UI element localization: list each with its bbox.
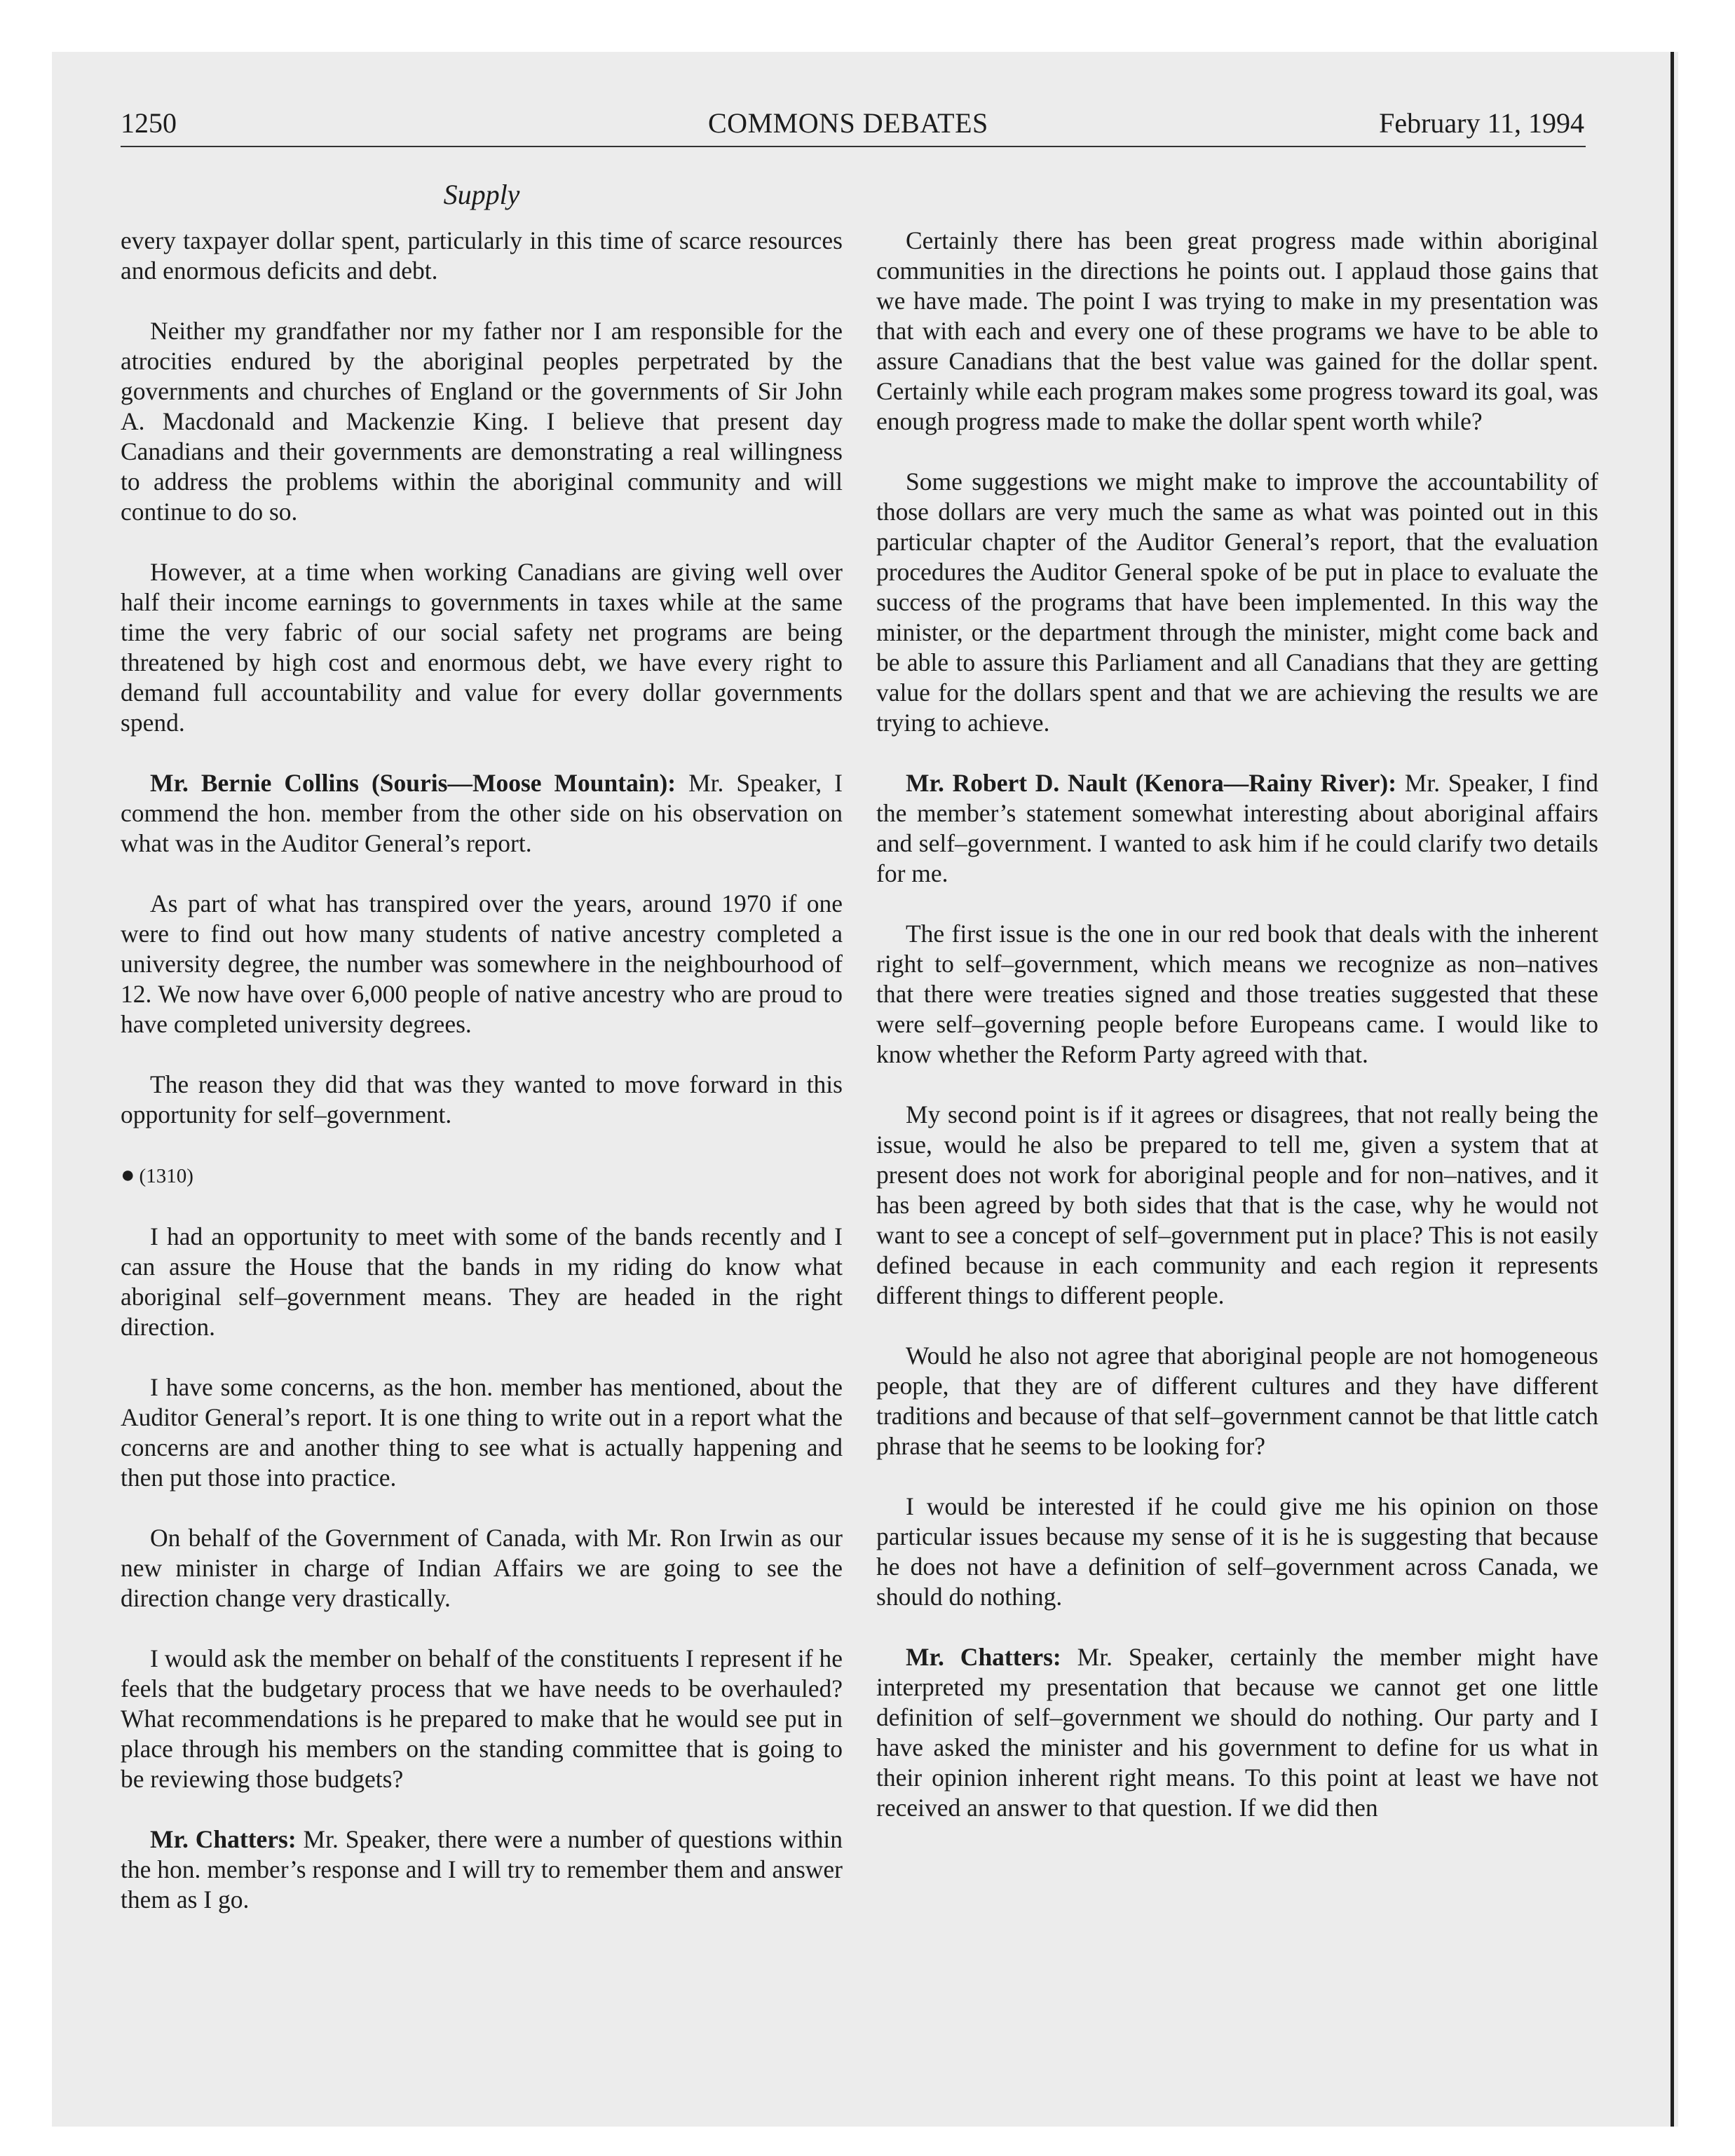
publication-title: COMMONS DEBATES <box>708 107 988 139</box>
left-column <box>121 226 843 1945</box>
header-rule <box>121 146 1586 147</box>
paragraph: The reason they did that was they wanted to move forward in this opportunity for self–government. <box>121 1070 843 1128</box>
page-number: 1250 <box>121 107 177 139</box>
page-edge-rule <box>1671 52 1674 2127</box>
speaker-name: Mr. Chatters: <box>150 1825 297 1853</box>
bullet-icon: ● <box>121 1162 135 1188</box>
paragraph: Certainly there has been great progress made within aboriginal communities in the directions he points out. I applaud those gains that we have made. The point I was trying to make in my presentation was that with each and every one of these programs we have to be able to assure Canadians that the best value was gained for the dollar spent. Certainly while each program makes some progress toward its goal, was enough progress made to make the dollar spent worth while? <box>876 226 1598 435</box>
speech-text: Mr. Speaker, certainly the member might have interpreted my presentation that because we cannot get one little definition of self–government we should do nothing. Our party and I have asked the minister and his government to define for us what in their opinion inherent right means. To this point at least we have not received an answer to that question. If we did then <box>876 1643 1598 1822</box>
speech-text: Mr. Speaker, I find the member’s statement somewhat interesting about aboriginal affairs and self–government. I wanted to ask him if he could clarify two details for me. <box>876 769 1598 887</box>
paragraph: As part of what has transpired over the years, around 1970 if one were to find out how many students of native ancestry completed a university degree, the number was somewhere in the neighbourhood of 12. We now have over 6,000 people of native ancestry who are proud to have completed university degrees. <box>121 889 843 1038</box>
paragraph: I have some concerns, as the hon. member has mentioned, about the Auditor General’s report. It is one thing to write out in a report what the concerns are and another thing to see what is actually happening and then put those into practice. <box>121 1373 843 1492</box>
speech-paragraph <box>876 768 1598 889</box>
paragraph: I would be interested if he could give me his opinion on those particular issues because my sense of it is he is suggesting that because he does not have a definition of self–government across Canada, we should do nothing. <box>876 1492 1598 1611</box>
speech-paragraph <box>876 1642 1598 1823</box>
speech-text: Mr. Speaker, I commend the hon. member from the other side on his observation on what was in the Auditor General’s report. <box>121 769 843 857</box>
paragraph: every taxpayer dollar spent, particularly in this time of scarce resources and enormous deficits and debt. <box>121 226 843 285</box>
paragraph: Neither my grandfather nor my father nor I am responsible for the atrocities endured by the aboriginal peoples perpetrated by the governments and churches of England or the governments of Sir John A. Macdonald and Mackenzie King. I believe that present day Canadians and their governments are demonstrating a real willingness to address the problems within the aboriginal community and will continue to do so. <box>121 317 843 526</box>
speaker-name: Mr. Robert D. Nault (Kenora—Rainy River): <box>906 769 1397 797</box>
paragraph: On behalf of the Government of Canada, with Mr. Ron Irwin as our new minister in charge of Indian Affairs we are going to see the direction change very drastically. <box>121 1524 843 1612</box>
speech-paragraph <box>121 768 843 859</box>
time-marker-label: (1310) <box>139 1165 193 1187</box>
speaker-name: Mr. Bernie Collins (Souris—Moose Mountain): <box>150 769 676 797</box>
paragraph: I had an opportunity to meet with some of the bands recently and I can assure the House that the bands in my riding do know what aboriginal self–government means. They are headed in the right direction. <box>121 1222 843 1341</box>
speaker-name: Mr. Chatters: <box>906 1643 1061 1671</box>
paragraph: The first issue is the one in our red book that deals with the inherent right to self–government, which means we recognize as non–natives that there were treaties signed and those treaties suggested that these were self–governing people before Europeans came. I would like to know whether the Reform Party agreed with that. <box>876 920 1598 1068</box>
speech-text: Mr. Speaker, there were a number of questions within the hon. member’s response and I will try to remember them and answer them as I go. <box>121 1825 843 1913</box>
time-marker <box>121 1160 843 1192</box>
running-head: Supply <box>443 179 520 210</box>
paragraph: Some suggestions we might make to improve the accountability of those dollars are very much the same as what was pointed out in this particular chapter of the Auditor General’s report, that the evaluation procedures the Auditor General spoke of be put in place to evaluate the success of the programs that have been implemented. In this way the minister, or the department through the minister, might come back and be able to assure this Parliament and all Canadians that they are getting value for the dollars spent and that we are achieving the results we are trying to achieve. <box>876 468 1598 737</box>
paragraph: I would ask the member on behalf of the constituents I represent if he feels that the budgetary process that we have needs to be overhauled? What recommendations is he prepared to make that he would see put in place through his members on the standing committee that is going to be reviewing those budgets? <box>121 1644 843 1793</box>
paragraph: However, at a time when working Canadians are giving well over half their income earnings to governments in taxes while at the same time the very fabric of our social safety net programs are being threatened by high cost and enormous debt, we have every right to demand full accountability and value for every dollar governments spend. <box>121 558 843 737</box>
speech-paragraph <box>121 1824 843 1915</box>
paragraph: My second point is if it agrees or disagrees, that not really being the issue, would he also be prepared to tell me, given a system that at present does not work for aboriginal people and for non–natives, and it has been agreed by both sides that that is the case, why he would not want to see a concept of self–government put in place? This is not easily defined because in each community and each region it represents different things to different people. <box>876 1100 1598 1309</box>
publication-date: February 11, 1994 <box>1379 107 1584 139</box>
paragraph: Would he also not agree that aboriginal people are not homogeneous people, that they are of different cultures and they have different traditions and because of that self–government cannot be that little catch phrase that he seems to be looking for? <box>876 1342 1598 1460</box>
right-column <box>876 226 1598 1853</box>
